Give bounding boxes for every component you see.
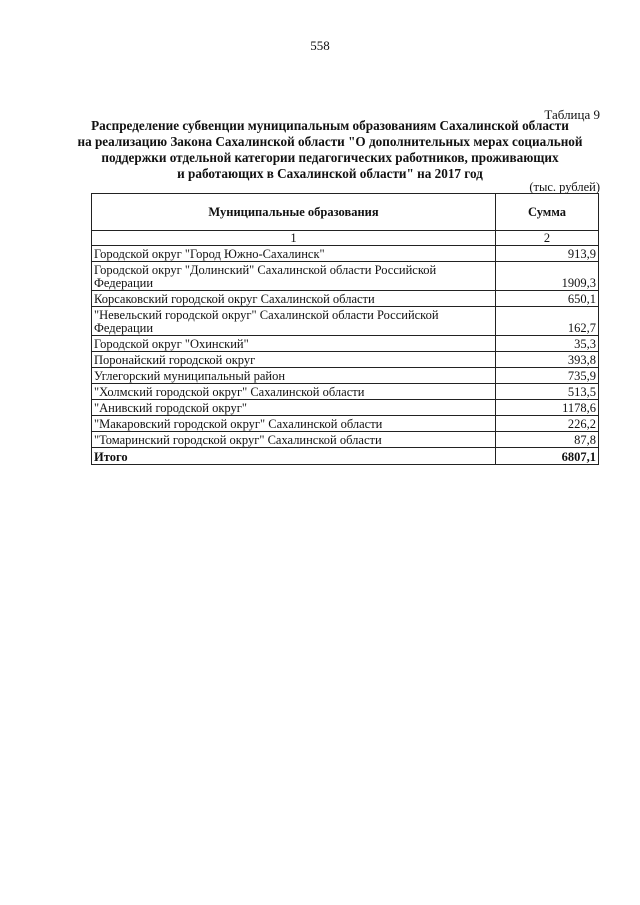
page-number: 558	[310, 38, 330, 53]
municipality-name: Корсаковский городской округ Сахалинской области	[92, 291, 496, 307]
total-label: Итого	[92, 448, 496, 465]
municipality-name: Поронайский городской округ	[92, 352, 496, 368]
amount-value: 513,5	[496, 384, 599, 400]
municipality-name: "Томаринский городской округ" Сахалинской области	[92, 432, 496, 448]
amount-value: 1909,3	[496, 262, 599, 291]
amount-value: 1178,6	[496, 400, 599, 416]
municipality-name: Городской округ "Охинский"	[92, 336, 496, 352]
amount-value: 162,7	[496, 307, 599, 336]
units-note: (тыс. рублей)	[529, 180, 600, 194]
table-title	[60, 118, 600, 182]
table-row	[92, 336, 599, 352]
amount-value: 913,9	[496, 246, 599, 262]
table-label: Таблица 9	[544, 107, 600, 122]
amount-value: 650,1	[496, 291, 599, 307]
municipality-name: "Холмский городской округ" Сахалинской области	[92, 384, 496, 400]
title-line: Распределение субвенции муниципальным образованиям Сахалинской области	[91, 118, 569, 133]
column-number-1: 1	[92, 231, 496, 246]
table-row	[92, 384, 599, 400]
municipality-name: "Анивский городской округ"	[92, 400, 496, 416]
table-row	[92, 307, 599, 336]
table-row	[92, 432, 599, 448]
table-row	[92, 400, 599, 416]
table-row	[92, 368, 599, 384]
column-number-row	[92, 231, 599, 246]
amount-value: 735,9	[496, 368, 599, 384]
amount-value: 393,8	[496, 352, 599, 368]
subvention-table	[91, 193, 599, 465]
municipality-name: Углегорский муниципальный район	[92, 368, 496, 384]
total-amount: 6807,1	[496, 448, 599, 465]
table-row	[92, 291, 599, 307]
table-row	[92, 416, 599, 432]
header-row	[92, 194, 599, 231]
amount-value: 87,8	[496, 432, 599, 448]
total-row	[92, 448, 599, 465]
column-number-2: 2	[496, 231, 599, 246]
table-row	[92, 352, 599, 368]
table-row	[92, 246, 599, 262]
municipality-name: Городской округ "Долинский" Сахалинской области Российской Федерации	[92, 262, 496, 291]
amount-value: 35,3	[496, 336, 599, 352]
header-amount: Сумма	[496, 194, 599, 231]
title-line: на реализацию Закона Сахалинской области "О дополнительных мерах социальной	[77, 134, 583, 149]
table-row	[92, 262, 599, 291]
title-line: и работающих в Сахалинской области" на 2017 год	[177, 166, 483, 181]
title-line: поддержки отдельной категории педагогических работников, проживающих	[101, 150, 559, 165]
municipality-name: "Макаровский городской округ" Сахалинской области	[92, 416, 496, 432]
amount-value: 226,2	[496, 416, 599, 432]
municipality-name: "Невельский городской округ" Сахалинской области Российской Федерации	[92, 307, 496, 336]
municipality-name: Городской округ "Город Южно-Сахалинск"	[92, 246, 496, 262]
header-municipality: Муниципальные образования	[92, 194, 496, 231]
